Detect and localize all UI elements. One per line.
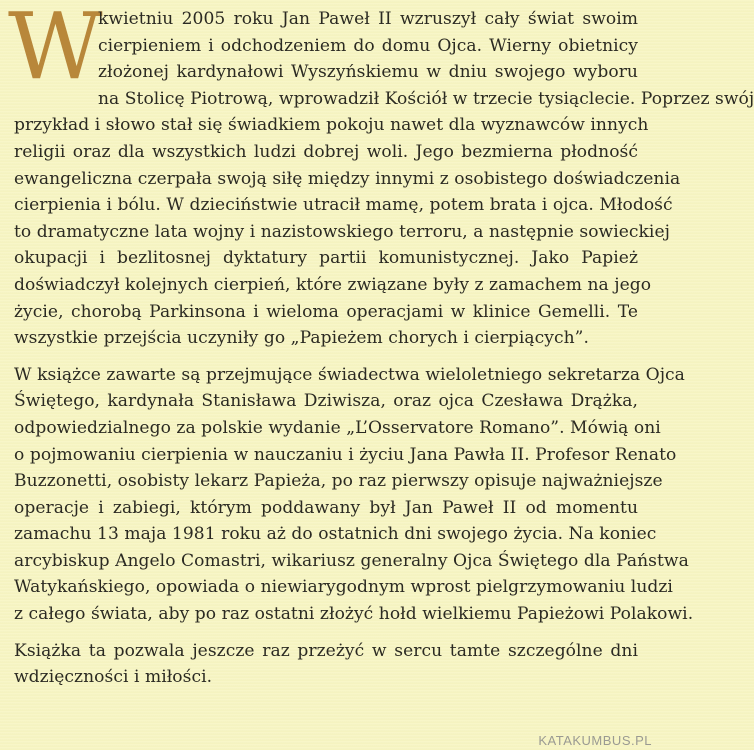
- paragraph-1-block: [8, 0, 754, 352]
- paragraph-line: okupacji i bezlitosnej dyktatury partii komunistycznej. Jako Papież: [14, 248, 638, 269]
- paragraph-line: ewangeliczna czerpała swoją siłę między innymi z osobistego doświadczenia: [14, 168, 681, 189]
- paragraph-1: [14, 6, 754, 352]
- paragraph-line: z całego świata, aby po raz ostatni złożyć hołd wielkiemu Papieżowi Polakowi.: [14, 604, 694, 625]
- paragraph-2: [14, 362, 694, 628]
- paragraph-line: o pojmowaniu cierpienia w nauczaniu i życiu Jana Pawła II. Profesor Renato: [14, 444, 677, 465]
- paragraph-line: zamachu 13 maja 1981 roku aż do ostatnich dni swojego życia. Na koniec: [14, 524, 657, 545]
- paragraph-line: religii oraz dla wszystkich ludzi dobrej woli. Jego bezmierna płodność: [14, 141, 638, 162]
- paragraph-line: arcybiskup Angelo Comastri, wikariusz generalny Ojca Świętego dla Państwa: [14, 550, 689, 571]
- book-blurb-page: [8, 0, 754, 744]
- paragraph-line: Książka ta pozwala jeszcze raz przeżyć w sercu tamte szczególne dni: [14, 640, 638, 661]
- paragraph-line: kwietniu 2005 roku Jan Paweł II wzruszył cały świat swoim: [98, 9, 638, 29]
- paragraph-line: operacje i zabiegi, którym poddawany był Jan Paweł II od momentu: [14, 497, 638, 518]
- paragraph-line: życie, chorobą Parkinsona i wieloma operacjami w klinice Gemelli. Te: [14, 301, 638, 322]
- paragraph-line: Watykańskiego, opowiada o niewiarygodnym wprost pielgrzymowaniu ludzi: [14, 577, 673, 598]
- paragraph-line: na Stolicę Piotrową, wprowadził Kościół w trzecie tysiąclecie. Poprzez swój: [98, 88, 754, 109]
- paragraph-line: to dramatyczne lata wojny i nazistowskiego terroru, a następnie sowieckiej: [14, 221, 670, 242]
- paragraph-line: Buzzonetti, osobisty lekarz Papieża, po raz pierwszy opisuje najważniejsze: [14, 471, 663, 492]
- paragraph-line: złożonej kardynałowi Wyszyńskiemu w dniu swojego wyboru: [98, 62, 638, 83]
- paragraph-line: cierpienia i bólu. W dzieciństwie utracił mamę, potem brata i ojca. Młodość: [14, 195, 673, 216]
- paragraph-line: wdzięczności i miłości.: [14, 667, 213, 688]
- paragraph-line: cierpieniem i odchodzeniem do domu Ojca. Wierny obietnicy: [98, 35, 638, 56]
- paragraph-line: przykład i słowo stał się świadkiem pokoju nawet dla wyznawców innych: [14, 115, 649, 136]
- drop-cap-letter: W: [8, 0, 103, 100]
- site-watermark: KATAKUMBUS.PL: [538, 733, 652, 748]
- paragraph-line: W książce zawarte są przejmujące świadectwa wieloletniego sekretarza Ojca: [14, 364, 685, 385]
- paragraph-line: odpowiedzialnego za polskie wydanie „L’Osservatore Romano”. Mówią oni: [14, 417, 661, 438]
- paragraph-line: Świętego, kardynała Stanisława Dziwisza, oraz ojca Czesława Drążka,: [14, 391, 638, 412]
- paragraph-line: wszystkie przejścia uczyniły go „Papieżem chorych i cierpiących”.: [14, 328, 589, 349]
- paragraph-3: [14, 638, 638, 691]
- paragraph-line: doświadczył kolejnych cierpień, które związane były z zamachem na jego: [14, 274, 652, 295]
